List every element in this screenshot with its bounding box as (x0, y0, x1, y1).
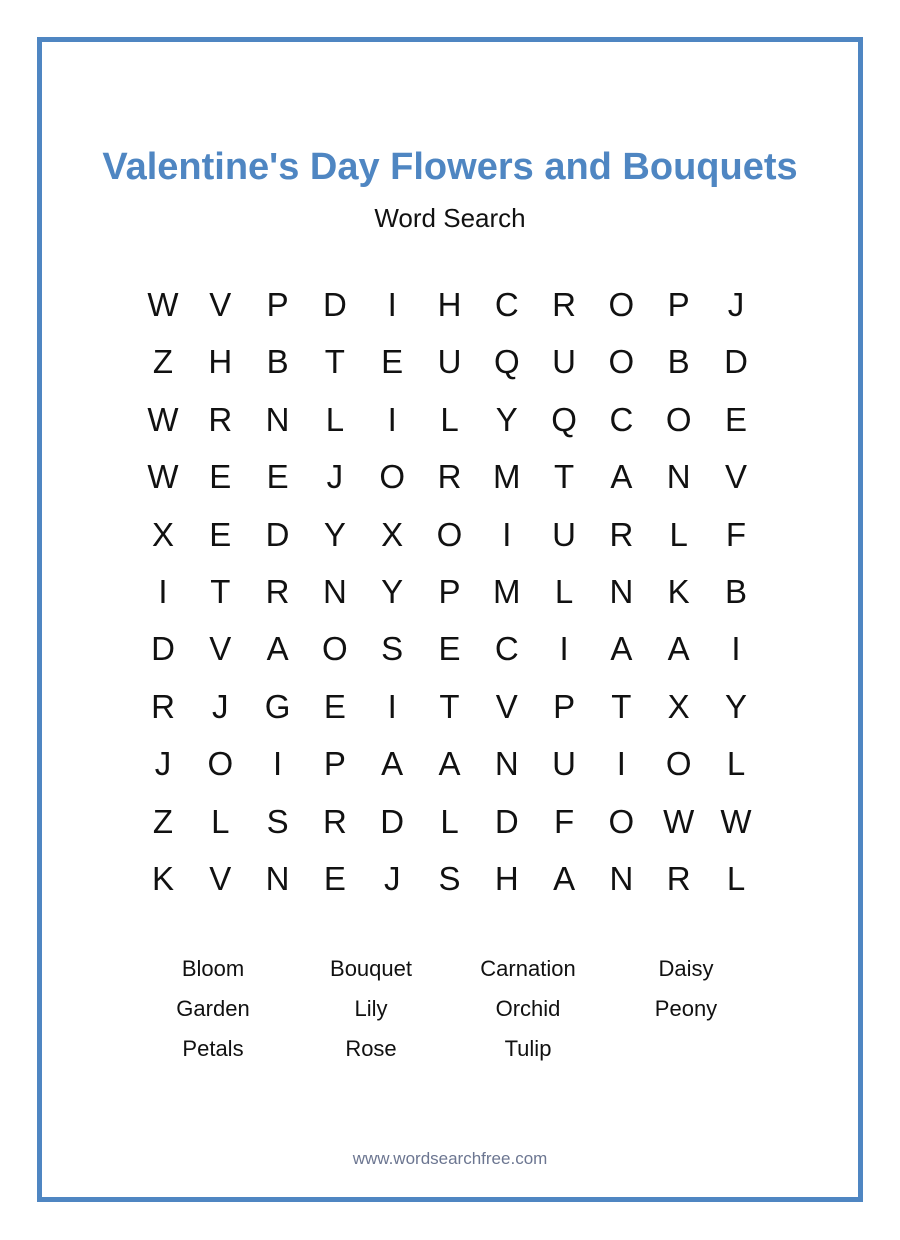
word-list-item: Petals (182, 1036, 244, 1061)
grid-cell[interactable]: V (724, 458, 747, 496)
grid-cell[interactable]: R (151, 687, 175, 725)
grid-cell[interactable]: L (554, 573, 574, 610)
grid-cell[interactable]: H (208, 343, 233, 381)
grid-cell[interactable]: O (608, 343, 635, 381)
grid-cell[interactable]: F (725, 515, 747, 553)
grid-cell[interactable]: E (209, 458, 232, 496)
grid-cell[interactable]: A (266, 630, 289, 668)
grid-cell[interactable]: R (322, 802, 347, 840)
grid-cell[interactable]: D (724, 343, 748, 381)
grid-cell[interactable]: T (554, 458, 575, 496)
grid-cell[interactable]: L (726, 860, 746, 897)
grid-cell[interactable]: N (666, 458, 691, 496)
grid-cell[interactable]: I (387, 687, 397, 725)
grid-cell[interactable]: N (609, 860, 634, 897)
grid-cell[interactable]: D (380, 802, 405, 840)
grid-cell[interactable]: N (265, 860, 290, 897)
grid-cell[interactable]: W (663, 802, 695, 840)
word-list-item: Bouquet (330, 956, 412, 981)
grid-cell[interactable]: A (610, 630, 633, 668)
page-title: Valentine's Day Flowers and Bouquets (102, 146, 798, 188)
grid-cell[interactable]: A (381, 745, 404, 783)
grid-cell[interactable]: N (494, 745, 519, 783)
grid-cell[interactable]: C (609, 400, 634, 438)
grid-cell[interactable]: W (147, 286, 179, 323)
grid-cell[interactable]: Y (323, 515, 346, 553)
grid-cell[interactable]: E (381, 343, 404, 381)
grid-cell[interactable]: S (438, 860, 461, 897)
grid-cell[interactable]: R (208, 400, 233, 438)
grid-cell[interactable]: M (493, 573, 521, 610)
grid-cell[interactable]: L (440, 802, 459, 840)
grid-cell[interactable]: Z (152, 802, 174, 840)
grid-cell[interactable]: O (322, 630, 348, 668)
grid-cell[interactable]: X (151, 515, 174, 553)
grid-cell[interactable]: H (437, 286, 462, 323)
grid-cell[interactable]: K (667, 573, 690, 610)
grid-cell[interactable]: V (209, 286, 232, 323)
grid-cell[interactable]: Y (495, 400, 518, 438)
grid-cell[interactable]: U (552, 515, 577, 553)
word-list-item: Garden (176, 996, 250, 1021)
grid-cell[interactable]: I (502, 515, 512, 553)
grid-cell[interactable]: I (158, 573, 168, 610)
word-list-item: Orchid (495, 996, 561, 1021)
grid-cell[interactable]: I (387, 400, 397, 438)
grid-cell[interactable]: X (381, 515, 404, 553)
grid-cell[interactable]: P (667, 286, 690, 323)
word-list-item: Lily (354, 996, 388, 1021)
grid-cell[interactable]: C (494, 630, 519, 668)
grid-cell[interactable]: L (211, 802, 230, 840)
page-subtitle: Word Search (374, 203, 526, 233)
grid-cell[interactable]: O (207, 745, 234, 783)
grid-cell[interactable]: E (323, 687, 346, 725)
grid-cell[interactable]: U (552, 745, 577, 783)
grid-cell[interactable]: H (494, 860, 519, 897)
grid-cell[interactable]: P (553, 687, 576, 725)
grid-cell[interactable]: S (381, 630, 404, 668)
grid-cell[interactable]: Q (493, 343, 520, 381)
grid-cell[interactable]: B (266, 343, 289, 381)
grid-cell[interactable]: J (727, 286, 745, 323)
grid-cell[interactable]: W (147, 458, 179, 496)
grid-cell[interactable]: E (724, 400, 747, 438)
grid-cell[interactable]: I (387, 286, 397, 323)
word-list-item: Bloom (181, 956, 245, 981)
grid-cell[interactable]: W (147, 400, 179, 438)
grid-cell[interactable]: I (273, 745, 283, 783)
grid-cell[interactable]: N (609, 573, 634, 610)
grid-cell[interactable]: V (209, 860, 232, 897)
grid-cell[interactable]: Q (551, 400, 577, 438)
grid-cell[interactable]: P (323, 745, 346, 783)
grid-cell[interactable]: P (266, 286, 289, 323)
grid-cell[interactable]: A (553, 860, 576, 897)
grid-cell[interactable]: K (151, 860, 174, 897)
grid-cell[interactable]: Y (381, 573, 404, 610)
grid-cell[interactable]: J (154, 745, 172, 783)
grid-cell[interactable]: T (210, 573, 231, 610)
grid-cell[interactable]: O (665, 745, 692, 783)
grid-cell[interactable]: E (209, 515, 232, 553)
grid-cell[interactable]: R (666, 860, 691, 897)
grid-cell[interactable]: R (552, 286, 577, 323)
grid-cell[interactable]: W (720, 802, 752, 840)
grid-cell[interactable]: R (437, 458, 462, 496)
grid-cell[interactable]: D (265, 515, 290, 553)
grid-cell[interactable]: A (610, 458, 633, 496)
word-list-item: Daisy (658, 956, 714, 981)
grid-cell[interactable]: O (379, 458, 406, 496)
grid-cell[interactable]: U (437, 343, 462, 381)
grid-cell[interactable]: A (667, 630, 690, 668)
grid-cell[interactable]: X (667, 687, 690, 725)
footer-url[interactable]: www.wordsearchfree.com (352, 1149, 548, 1168)
grid-cell[interactable]: L (440, 400, 459, 438)
grid-cell[interactable]: M (493, 458, 521, 496)
grid-cell[interactable]: T (324, 343, 345, 381)
grid-cell[interactable]: L (726, 745, 746, 783)
grid-cell[interactable]: E (323, 860, 346, 897)
grid-cell[interactable]: P (438, 573, 461, 610)
grid-cell[interactable]: N (322, 573, 347, 610)
grid-cell[interactable]: T (439, 687, 460, 725)
word-list-item: Rose (345, 1036, 397, 1061)
grid-cell[interactable]: E (266, 458, 289, 496)
grid-cell[interactable]: O (436, 515, 463, 553)
grid-cell[interactable]: E (438, 630, 461, 668)
grid-cell[interactable]: T (611, 687, 632, 725)
grid-cell[interactable]: O (608, 286, 635, 323)
word-list-item: Peony (654, 996, 718, 1021)
grid-cell[interactable]: B (724, 573, 747, 610)
grid-cell[interactable]: A (438, 745, 461, 783)
grid-cell[interactable]: I (559, 630, 569, 668)
grid-cell[interactable]: D (322, 286, 347, 323)
grid-cell[interactable]: J (326, 458, 344, 496)
word-list-item: Tulip (504, 1036, 552, 1061)
grid-cell[interactable]: J (212, 687, 229, 725)
grid-cell[interactable]: U (552, 343, 577, 381)
grid-cell[interactable]: S (266, 802, 289, 840)
grid-cell[interactable]: L (669, 515, 688, 553)
grid-cell[interactable]: O (608, 802, 635, 840)
grid-cell[interactable]: I (731, 630, 741, 668)
grid-cell[interactable]: C (494, 286, 519, 323)
grid-cell[interactable]: V (209, 630, 232, 668)
letter-grid (134, 276, 765, 908)
word-list-item: Carnation (480, 956, 576, 981)
grid-cell[interactable]: L (325, 400, 345, 438)
grid-cell[interactable]: I (616, 745, 626, 783)
grid-cell[interactable]: V (495, 687, 518, 725)
grid-cell[interactable]: Y (724, 687, 747, 725)
grid-cell[interactable]: D (151, 630, 175, 668)
grid-cell[interactable]: R (609, 515, 634, 553)
grid-cell[interactable]: D (494, 802, 519, 840)
grid-cell[interactable]: R (265, 573, 290, 610)
grid-cell[interactable]: B (667, 343, 690, 381)
grid-cell[interactable]: Z (152, 343, 174, 381)
grid-cell[interactable]: O (665, 400, 692, 438)
grid-cell[interactable]: F (554, 802, 575, 840)
grid-cell[interactable]: J (383, 860, 401, 897)
grid-cell[interactable]: G (264, 687, 291, 725)
grid-cell[interactable]: N (265, 400, 290, 438)
